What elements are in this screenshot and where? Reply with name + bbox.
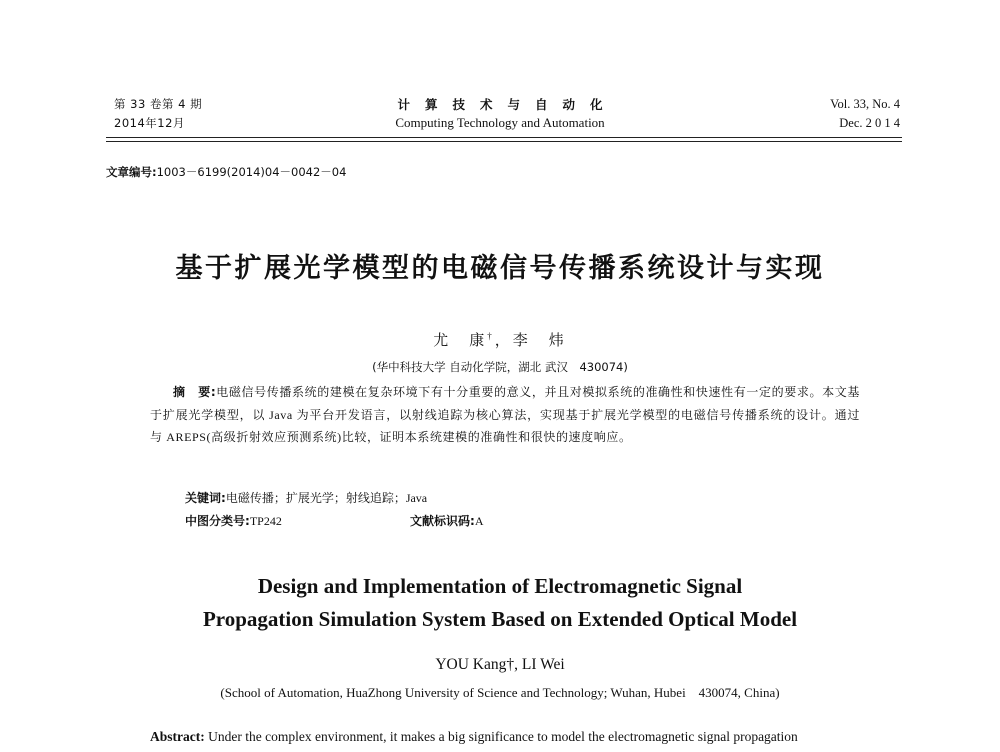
header-volume-info bbox=[114, 95, 202, 133]
header-issue-info bbox=[830, 95, 900, 133]
abstract-en bbox=[150, 729, 930, 745]
classification-label: 中图分类号: bbox=[185, 514, 250, 528]
abstract-cn bbox=[150, 381, 860, 449]
document-id-value: A bbox=[474, 514, 484, 528]
article-number bbox=[106, 164, 346, 180]
keywords-value: 电磁传播；扩展光学；射线追踪；Java bbox=[225, 491, 428, 505]
title-en-line-1: Design and Implementation of Electromagnetic Signal bbox=[257, 574, 743, 598]
document-id-code bbox=[410, 512, 483, 529]
keywords-label: 关键词: bbox=[185, 491, 226, 505]
author-cn-1: 尤 康 bbox=[433, 333, 488, 349]
journal-name-en: Computing Technology and Automation bbox=[395, 115, 605, 130]
journal-name-cn: 计算技术与自动化 bbox=[397, 97, 618, 112]
header-rule-thin bbox=[106, 141, 902, 142]
paper-title-en bbox=[0, 570, 1000, 636]
dagger-mark: † bbox=[487, 331, 495, 341]
header-rule-thick bbox=[106, 137, 902, 138]
classification-number bbox=[185, 512, 282, 529]
author-cn-2: ，李 炜 bbox=[494, 333, 567, 349]
authors-en: YOU Kang†, LI Wei bbox=[435, 656, 565, 673]
journal-name bbox=[300, 95, 700, 131]
keywords-cn bbox=[185, 489, 427, 506]
document-id-label: 文献标识码: bbox=[410, 514, 475, 528]
classification-value: TP242 bbox=[249, 514, 282, 528]
abstract-cn-text: 电磁信号传播系统的建模在复杂环境下有十分重要的意义，并且对模拟系统的准确性和快速性有一定的要求。本文基于扩展光学模型，以 Java 为平台开发语言，以射线追踪为核心算法，实现基于扩展光学模型的电磁信号传播系统的设计。通过与 AREPS(高级折射效应预测系统)比较，证明本系统建模的准确性和很快的速度响应。 bbox=[150, 385, 860, 444]
volume-cn: 第 33 卷第 4 期 bbox=[114, 97, 203, 111]
abstract-en-label: Abstract: bbox=[150, 729, 205, 744]
date-cn: 2014年12月 bbox=[114, 116, 185, 130]
article-number-value: 1003－6199(2014)04－0042－04 bbox=[156, 165, 347, 179]
abstract-cn-label: 摘 要: bbox=[173, 385, 217, 399]
abstract-en-text: Under the complex environment, it makes a big significance to model the electromagnetic signal propagation bbox=[204, 729, 798, 744]
affiliation-en: (School of Automation, HuaZhong University of Science and Technology; Wuhan, Hubei 430074, China) bbox=[220, 685, 780, 700]
paper-title-cn: 基于扩展光学模型的电磁信号传播系统设计与实现 bbox=[175, 253, 825, 284]
volume-en: Vol. 33, No. 4 bbox=[830, 97, 900, 111]
date-en: Dec. 2 0 1 4 bbox=[839, 116, 900, 130]
authors-cn bbox=[0, 329, 1000, 350]
affiliation-cn: (华中科技大学 自动化学院，湖北 武汉 430074) bbox=[372, 360, 628, 374]
article-number-label: 文章编号: bbox=[106, 165, 157, 179]
title-en-line-2: Propagation Simulation System Based on Extended Optical Model bbox=[202, 607, 798, 631]
